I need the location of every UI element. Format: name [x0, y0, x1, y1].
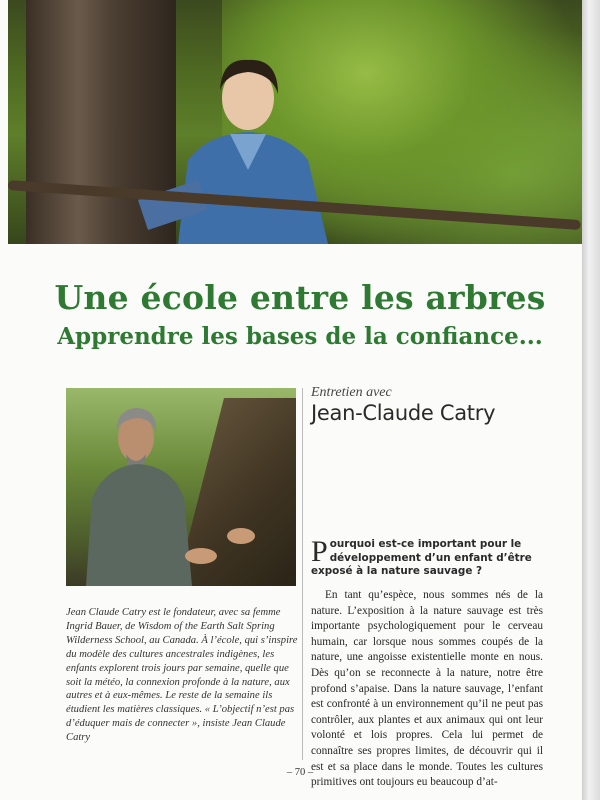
drop-cap: P: [311, 535, 328, 568]
page-gutter-shadow: [582, 0, 600, 800]
question-text: ourquoi est-ce important pour le développement d’un enfant d’être exposé à la nature sauvage ?: [311, 538, 532, 578]
interview-question: [311, 535, 540, 579]
photo-caption: Jean Claude Catry est le fondateur, avec sa femme Ingrid Bauer, de Wisdom of the Earth Salt Spring Wilderness School, au Canada. À l’école, qui s’inspire du modèle des cultures ancestrales indigènes, les enfants explorent trois jours par semaine, quelle que soit la météo, la connexion profonde à la nature, aux autres et à eux-mêmes. Le reste de la semaine ils étudient les matières classiques. « L’objectif n’est pas d’éduquer mais de connecter », insiste Jean Claude Catry: [66, 607, 298, 744]
portrait-photo: [66, 388, 296, 586]
hero-photo: [8, 0, 582, 244]
answer-text: En tant qu’espèce, nous sommes nés de la nature. L’exposition à la nature sauvage est très importante psychologiquement pour le cerveau humain, car lorsque nous sommes coupés de la nature, une angoisse existentielle monte en nous. Dès qu’on se reconnecte à la nature, notre être profond s’apaise. Dans la nature sauvage, l’enfant est confronté à un environnement qu’il ne peut pas contrôler, aux plantes et aux animaux qui ont leur volonté et lois propres. Cela lui permet de connaître ses propres limites, de découvrir qui il est et sa place dans le monde. Toutes les cultures primitives ont toujours eu beaucoup d’at-: [311, 589, 543, 789]
page-number: – 70 –: [286, 767, 314, 778]
girl-figure: [138, 50, 338, 244]
interview-label: Entretien avec: [311, 385, 392, 400]
column-divider: [302, 388, 303, 760]
man-figure: [66, 388, 296, 586]
article-title: Une école entre les arbres: [54, 278, 546, 317]
article-subtitle: Apprendre les bases de la confiance...: [57, 323, 543, 350]
interviewee-name: Jean-Claude Catry: [311, 401, 496, 425]
